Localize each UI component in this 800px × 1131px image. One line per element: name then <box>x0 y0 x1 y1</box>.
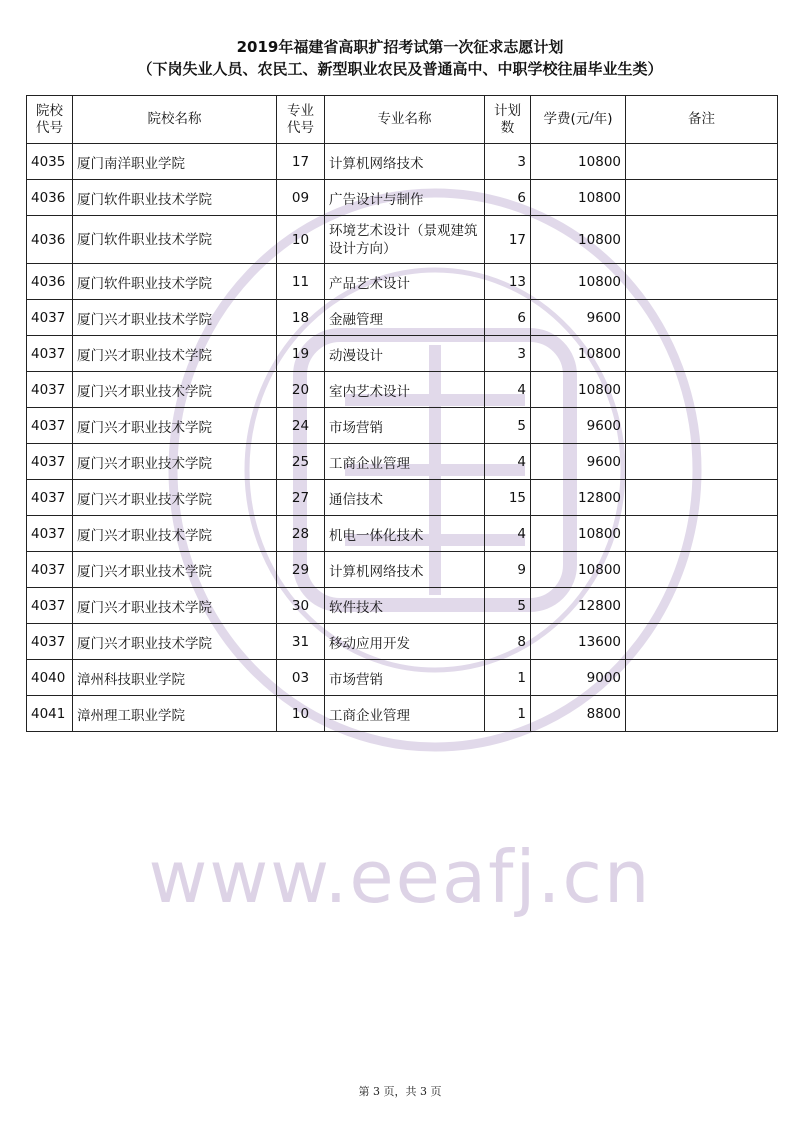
watermark-url: www.eeafj.cn <box>148 835 652 919</box>
cell-school-code: 4036 <box>27 264 73 300</box>
cell-school-code: 4036 <box>27 180 73 216</box>
cell-remark <box>626 372 778 408</box>
cell-plan-count: 4 <box>485 444 531 480</box>
table-row <box>27 480 778 516</box>
cell-major-code: 29 <box>277 552 325 588</box>
cell-plan-count: 3 <box>485 144 531 180</box>
cell-school-name: 厦门软件职业技术学院 <box>73 216 277 264</box>
cell-major-name: 计算机网络技术 <box>325 144 485 180</box>
cell-major-code: 18 <box>277 300 325 336</box>
cell-tuition: 9000 <box>531 660 626 696</box>
cell-remark <box>626 480 778 516</box>
header-school-name: 院校名称 <box>73 96 277 144</box>
cell-school-name: 厦门兴才职业技术学院 <box>73 624 277 660</box>
table-header-row <box>27 96 778 144</box>
header-major-code: 专业代号 <box>277 96 325 144</box>
table-row <box>27 444 778 480</box>
cell-major-name: 工商企业管理 <box>325 444 485 480</box>
cell-tuition: 9600 <box>531 444 626 480</box>
header-tuition: 学费(元/年) <box>531 96 626 144</box>
cell-major-code: 10 <box>277 696 325 732</box>
cell-major-name: 市场营销 <box>325 408 485 444</box>
table-row <box>27 216 778 264</box>
cell-plan-count: 17 <box>485 216 531 264</box>
cell-major-code: 20 <box>277 372 325 408</box>
cell-school-code: 4037 <box>27 552 73 588</box>
cell-major-name: 工商企业管理 <box>325 696 485 732</box>
cell-plan-count: 3 <box>485 336 531 372</box>
cell-major-name: 移动应用开发 <box>325 624 485 660</box>
cell-school-name: 厦门兴才职业技术学院 <box>73 444 277 480</box>
cell-school-code: 4037 <box>27 408 73 444</box>
cell-school-name: 厦门兴才职业技术学院 <box>73 408 277 444</box>
cell-school-name: 厦门兴才职业技术学院 <box>73 300 277 336</box>
cell-major-code: 28 <box>277 516 325 552</box>
cell-major-name: 广告设计与制作 <box>325 180 485 216</box>
cell-major-code: 10 <box>277 216 325 264</box>
cell-major-name: 市场营销 <box>325 660 485 696</box>
table-row <box>27 660 778 696</box>
table-row <box>27 180 778 216</box>
cell-remark <box>626 300 778 336</box>
cell-remark <box>626 264 778 300</box>
cell-plan-count: 4 <box>485 516 531 552</box>
cell-major-name: 环境艺术设计（景观建筑设计方向） <box>325 216 485 264</box>
table-row <box>27 336 778 372</box>
cell-school-name: 厦门兴才职业技术学院 <box>73 552 277 588</box>
cell-school-code: 4037 <box>27 480 73 516</box>
cell-plan-count: 8 <box>485 624 531 660</box>
table-row <box>27 624 778 660</box>
cell-school-name: 厦门兴才职业技术学院 <box>73 372 277 408</box>
page-subtitle: （下岗失业人员、农民工、新型职业农民及普通高中、中职学校往届毕业生类） <box>137 60 663 78</box>
cell-tuition: 10800 <box>531 216 626 264</box>
cell-plan-count: 13 <box>485 264 531 300</box>
table-row <box>27 144 778 180</box>
table-row <box>27 300 778 336</box>
cell-remark <box>626 336 778 372</box>
cell-remark <box>626 216 778 264</box>
cell-plan-count: 1 <box>485 660 531 696</box>
cell-school-code: 4037 <box>27 444 73 480</box>
cell-remark <box>626 144 778 180</box>
cell-major-code: 31 <box>277 624 325 660</box>
table-row <box>27 516 778 552</box>
cell-remark <box>626 696 778 732</box>
table-row <box>27 552 778 588</box>
cell-major-code: 09 <box>277 180 325 216</box>
cell-tuition: 10800 <box>531 552 626 588</box>
cell-remark <box>626 552 778 588</box>
cell-school-code: 4037 <box>27 336 73 372</box>
cell-remark <box>626 660 778 696</box>
header-major-name: 专业名称 <box>325 96 485 144</box>
cell-plan-count: 5 <box>485 588 531 624</box>
cell-school-code: 4035 <box>27 144 73 180</box>
cell-school-name: 厦门软件职业技术学院 <box>73 180 277 216</box>
cell-plan-count: 5 <box>485 408 531 444</box>
cell-school-name: 厦门兴才职业技术学院 <box>73 588 277 624</box>
cell-major-name: 产品艺术设计 <box>325 264 485 300</box>
table-row <box>27 408 778 444</box>
cell-remark <box>626 444 778 480</box>
cell-tuition: 12800 <box>531 588 626 624</box>
cell-remark <box>626 624 778 660</box>
cell-school-name: 厦门软件职业技术学院 <box>73 264 277 300</box>
cell-remark <box>626 516 778 552</box>
page-footer: 第 3 页，共 3 页 <box>358 1085 442 1098</box>
cell-school-code: 4037 <box>27 624 73 660</box>
cell-tuition: 10800 <box>531 144 626 180</box>
cell-school-code: 4037 <box>27 372 73 408</box>
cell-school-name: 漳州科技职业学院 <box>73 660 277 696</box>
cell-school-code: 4041 <box>27 696 73 732</box>
cell-major-name: 机电一体化技术 <box>325 516 485 552</box>
cell-school-name: 厦门兴才职业技术学院 <box>73 336 277 372</box>
cell-major-code: 11 <box>277 264 325 300</box>
cell-major-code: 24 <box>277 408 325 444</box>
cell-major-name: 软件技术 <box>325 588 485 624</box>
cell-tuition: 12800 <box>531 480 626 516</box>
cell-major-code: 25 <box>277 444 325 480</box>
cell-major-code: 03 <box>277 660 325 696</box>
cell-plan-count: 9 <box>485 552 531 588</box>
cell-remark <box>626 588 778 624</box>
cell-major-code: 27 <box>277 480 325 516</box>
cell-school-code: 4040 <box>27 660 73 696</box>
cell-plan-count: 6 <box>485 300 531 336</box>
cell-tuition: 9600 <box>531 300 626 336</box>
cell-school-code: 4037 <box>27 516 73 552</box>
cell-tuition: 10800 <box>531 264 626 300</box>
header-plan-count: 计划数 <box>485 96 531 144</box>
cell-tuition: 10800 <box>531 336 626 372</box>
table-row <box>27 696 778 732</box>
cell-school-name: 厦门兴才职业技术学院 <box>73 516 277 552</box>
cell-tuition: 10800 <box>531 180 626 216</box>
cell-tuition: 9600 <box>531 408 626 444</box>
cell-plan-count: 1 <box>485 696 531 732</box>
cell-remark <box>626 408 778 444</box>
table-row <box>27 588 778 624</box>
cell-major-name: 动漫设计 <box>325 336 485 372</box>
cell-major-name: 室内艺术设计 <box>325 372 485 408</box>
page-title: 2019年福建省高职扩招考试第一次征求志愿计划 <box>236 38 564 56</box>
cell-tuition: 8800 <box>531 696 626 732</box>
cell-major-name: 计算机网络技术 <box>325 552 485 588</box>
cell-tuition: 10800 <box>531 516 626 552</box>
cell-school-name: 漳州理工职业学院 <box>73 696 277 732</box>
cell-tuition: 13600 <box>531 624 626 660</box>
cell-school-code: 4036 <box>27 216 73 264</box>
cell-major-code: 19 <box>277 336 325 372</box>
plan-table <box>26 95 778 732</box>
cell-school-code: 4037 <box>27 588 73 624</box>
table-row <box>27 372 778 408</box>
header-remark: 备注 <box>626 96 778 144</box>
cell-school-name: 厦门兴才职业技术学院 <box>73 480 277 516</box>
table-row <box>27 264 778 300</box>
cell-tuition: 10800 <box>531 372 626 408</box>
cell-plan-count: 6 <box>485 180 531 216</box>
cell-school-code: 4037 <box>27 300 73 336</box>
cell-major-name: 通信技术 <box>325 480 485 516</box>
cell-major-code: 30 <box>277 588 325 624</box>
cell-major-name: 金融管理 <box>325 300 485 336</box>
cell-major-code: 17 <box>277 144 325 180</box>
cell-plan-count: 15 <box>485 480 531 516</box>
cell-plan-count: 4 <box>485 372 531 408</box>
cell-remark <box>626 180 778 216</box>
cell-school-name: 厦门南洋职业学院 <box>73 144 277 180</box>
header-school-code: 院校代号 <box>27 96 73 144</box>
